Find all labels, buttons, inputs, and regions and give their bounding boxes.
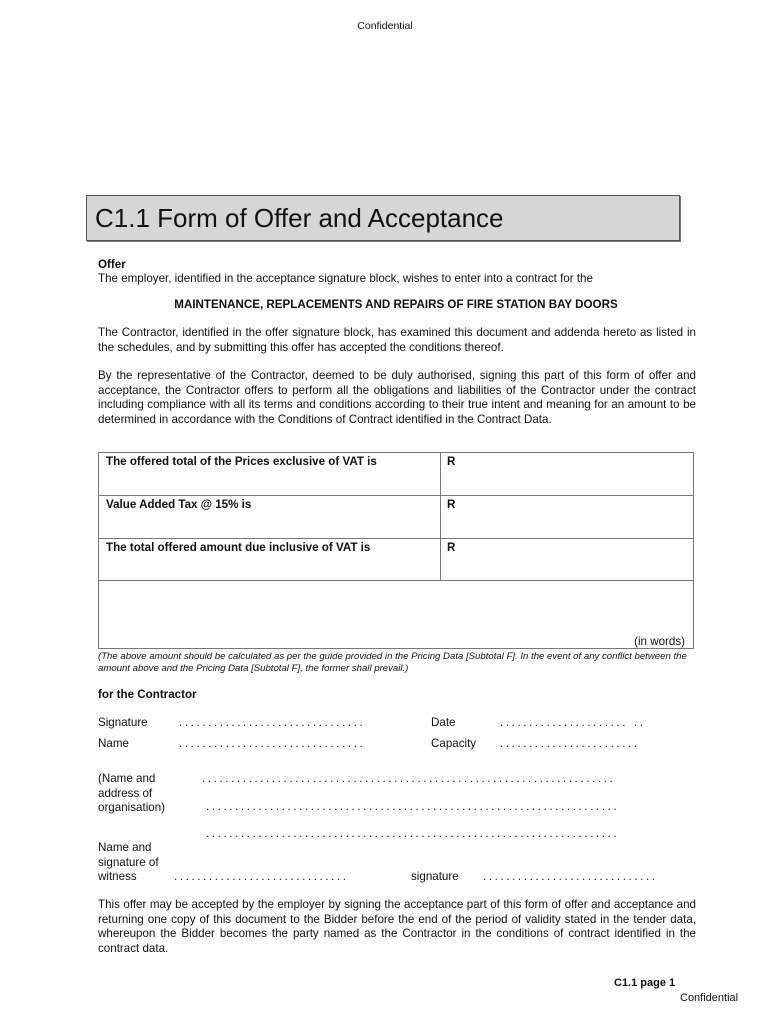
amount-note: (The above amount should be calculated as per the guide provided in the Pricing Data [Subtotal F]. In the event of any conflict between the amount above and the Pricing Data [Subtotal F], the former shall prevail.) [98, 651, 687, 674]
table-column-divider [440, 453, 441, 580]
closing-paragraph: This offer may be accepted by the employer by signing the acceptance part of this form of offer and acceptance and returning one copy of this document to the Bidder before the end of the period of validity stated in the tender data, whereupon the Bidder becomes the party named as the Contractor in the conditions of contract identified in the contract data. [98, 898, 696, 955]
table-divider [99, 495, 693, 496]
vat-inclusive-amount-field[interactable]: R [447, 541, 456, 554]
contract-name: MAINTENANCE, REPLACEMENTS AND REPAIRS OF FIRE STATION BAY DOORS [174, 298, 618, 311]
title-box [86, 195, 680, 241]
signature-field[interactable]: ................................ [179, 716, 366, 729]
offer-heading: Offer [98, 258, 126, 271]
name-label: Name [98, 737, 129, 750]
offer-paragraph-1: The Contractor, identified in the offer signature block, has examined this document and addenda hereto as listed in the schedules, and by submitting this offer has accepted the conditions thereof. [98, 326, 696, 354]
signature-label: Signature [98, 716, 148, 729]
offer-paragraph-2: By the representative of the Contractor, deemed to be duly authorised, signing this part of this form of offer and acceptance, the Contractor offers to perform all the obligations and liabilities of the Contractor under the contract including compliance with all its terms and conditions according to their true intent and meaning for an amount to be determined in accordance with the Conditions of Contract identified in the Contract Data. [98, 369, 696, 426]
vat-inclusive-label: The total offered amount due inclusive of VAT is [106, 541, 371, 554]
amount-in-words-field[interactable] [99, 581, 693, 639]
capacity-field[interactable]: ........................ [500, 737, 640, 750]
offer-amount-table [98, 452, 694, 649]
organisation-field-line-3[interactable]: ....................................................................... [206, 827, 620, 840]
witness-signature-label: signature [411, 870, 459, 883]
witness-name-field[interactable]: .............................. [174, 870, 349, 883]
vat-amount-field[interactable]: R [447, 498, 456, 511]
date-field[interactable]: ...................... .. [500, 716, 646, 729]
vat-exclusive-label: The offered total of the Prices exclusive of VAT is [106, 455, 377, 468]
page-number: C1.1 page 1 [614, 977, 676, 989]
name-field[interactable]: ................................ [179, 737, 366, 750]
confidential-header: Confidential [357, 20, 413, 32]
organisation-field-line-1[interactable]: ....................................................................... [202, 772, 616, 785]
contractor-heading: for the Contractor [98, 688, 197, 701]
table-divider [99, 538, 693, 539]
page-title: C1.1 Form of Offer and Acceptance [95, 203, 504, 233]
offer-intro: The employer, identified in the acceptance signature block, wishes to enter into a contract for the [98, 272, 593, 285]
confidential-footer: Confidential [680, 992, 739, 1004]
witness-label: Name and signature of witness [98, 841, 159, 883]
vat-exclusive-amount-field[interactable]: R [447, 455, 456, 468]
in-words-label: (in words) [634, 635, 685, 648]
witness-signature-field[interactable]: .............................. [483, 870, 658, 883]
organisation-label: (Name and address of organisation) [98, 772, 166, 814]
vat-label: Value Added Tax @ 15% is [106, 498, 252, 511]
organisation-field-line-2[interactable]: ....................................................................... [206, 800, 620, 813]
date-label: Date [431, 716, 456, 729]
capacity-label: Capacity [431, 737, 477, 750]
